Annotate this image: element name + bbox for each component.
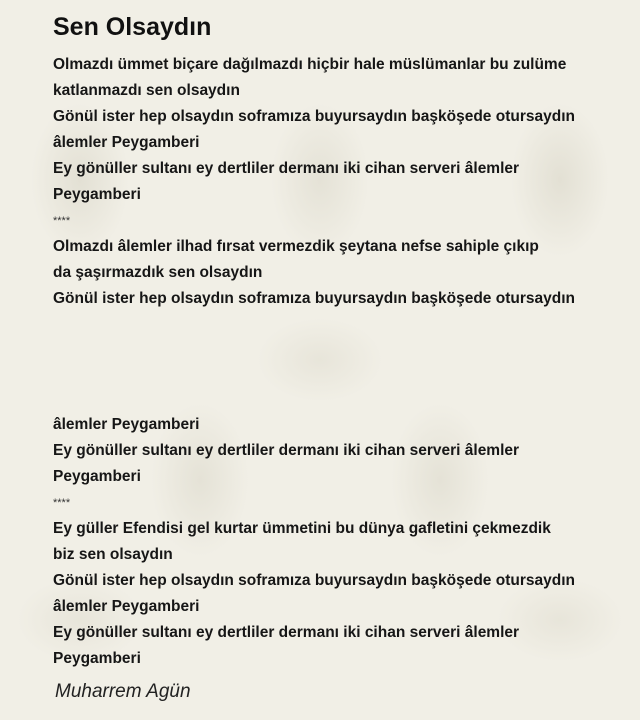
poem-line: âlemler Peygamberi bbox=[53, 134, 200, 151]
poem-line: âlemler Peygamberi bbox=[53, 598, 200, 615]
poem-line: Ey güller Efendisi gel kurtar ümmetini bu dünya gafletini çekmezdik bbox=[53, 520, 551, 537]
poem-title: Sen Olsaydın bbox=[53, 13, 212, 41]
poem-line: Ey gönüller sultanı ey dertliler dermanı iki cihan serveri âlemler bbox=[53, 160, 520, 177]
stanza-separator: **** bbox=[53, 497, 71, 509]
poem-line: Ey gönüller sultanı ey dertliler dermanı iki cihan serveri âlemler bbox=[53, 624, 520, 641]
stanza-separator: **** bbox=[53, 215, 71, 227]
poem-line: Gönül ister hep olsaydın soframıza buyursaydın başköşede otursaydın bbox=[53, 290, 575, 307]
poem-line: Peygamberi bbox=[53, 186, 141, 203]
poem-author[interactable]: Muharrem Agün bbox=[55, 681, 191, 702]
poem-line: katlanmazdı sen olsaydın bbox=[53, 82, 240, 99]
poem-line: Peygamberi bbox=[53, 468, 141, 485]
poem-line: Olmazdı ümmet biçare dağılmazdı hiçbir hale müslümanlar bu zulüme bbox=[53, 56, 567, 73]
poem-line: âlemler Peygamberi bbox=[53, 416, 200, 433]
poem-line: da şaşırmazdık sen olsaydın bbox=[53, 264, 263, 281]
poem-line: Peygamberi bbox=[53, 650, 141, 667]
poem-line: Gönül ister hep olsaydın soframıza buyursaydın başköşede otursaydın bbox=[53, 572, 575, 589]
poem-body bbox=[53, 52, 613, 672]
content-gap bbox=[53, 312, 613, 412]
poem-line: Ey gönüller sultanı ey dertliler dermanı iki cihan serveri âlemler bbox=[53, 442, 520, 459]
poem-line: Gönül ister hep olsaydın soframıza buyursaydın başköşede otursaydın bbox=[53, 108, 575, 125]
poem-line: biz sen olsaydın bbox=[53, 546, 173, 563]
poem-line: Olmazdı âlemler ilhad fırsat vermezdik şeytana nefse sahiple çıkıp bbox=[53, 238, 539, 255]
